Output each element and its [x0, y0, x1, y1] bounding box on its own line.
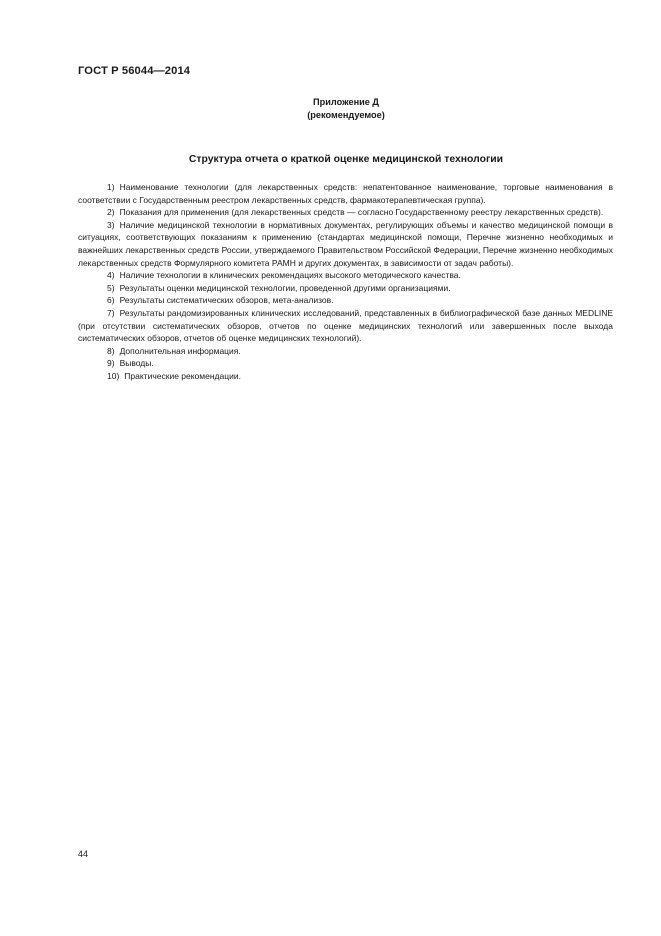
list-item	[78, 345, 613, 358]
list-item	[78, 282, 613, 295]
item-text: Результаты систематических обзоров, мета-анализов.	[119, 295, 334, 306]
list-item	[78, 357, 613, 370]
item-text: Показания для применения (для лекарственных средств — согласно Государственному реестру лекарственных средств).	[119, 207, 604, 218]
item-text: Наличие медицинской технологии в нормативных документах, регулирующих объемы и качество медицинской помощи в ситуациях, соответствующих показаниям к применению (стандартах медицинской помощи, Перечне жизненно необходимых и важнейших лекарственных средств России, утверждаемого Правительством Российской Федерации, Перечне жизненно необходимых лекарственных средств Формулярного комитета РАМН и других документах, в зависимости от задач работы).	[78, 219, 613, 268]
list-item	[78, 370, 613, 383]
list-item	[78, 294, 613, 307]
appendix-subtitle: (рекомендуемое)	[307, 110, 385, 120]
list-item	[78, 307, 613, 345]
item-number: 3)	[107, 219, 115, 230]
list-item	[78, 181, 613, 206]
item-number: 8)	[107, 345, 115, 356]
item-number: 6)	[107, 295, 115, 306]
item-text: Выводы.	[119, 358, 154, 369]
item-number: 5)	[107, 282, 115, 293]
list-item	[78, 206, 613, 219]
report-structure-list	[78, 181, 613, 383]
appendix-heading	[270, 96, 422, 122]
section-title: Структура отчета о краткой оценке медицинской технологии	[188, 154, 504, 165]
item-number: 10)	[107, 370, 120, 381]
appendix-title: Приложение Д	[313, 97, 379, 107]
list-item	[78, 219, 613, 269]
item-text: Практические рекомендации.	[124, 370, 241, 381]
item-number: 1)	[107, 182, 115, 192]
item-text: Результаты рандомизированных клинических исследований, представленных в библиографической базе данных MEDLINE (при отсутствии систематических обзоров, отчетов по оценке медицинских технологий или завершенных после выхода систематических обзоров, отчетов об оценке медицинских технологий).	[78, 307, 613, 344]
item-text: Наличие технологии в клинических рекомендациях высокого методического качества.	[119, 270, 461, 281]
item-number: 2)	[107, 207, 115, 218]
item-number: 7)	[107, 307, 115, 318]
item-text: Результаты оценки медицинской технологии, проведенной другими организациями.	[119, 282, 451, 293]
item-number: 9)	[107, 358, 115, 369]
item-number: 4)	[107, 270, 115, 281]
document-code: ГОСТ Р 56044—2014	[78, 65, 191, 77]
list-item	[78, 269, 613, 282]
item-text: Наименование технологии (для лекарственных средств: непатентованное наименование, торговые наименования в соответствии с Государственным реестром лекарственных средств, фармакотерапевтическая группа).	[78, 182, 613, 205]
item-text: Дополнительная информация.	[119, 345, 241, 356]
page-number: 44	[78, 849, 89, 859]
